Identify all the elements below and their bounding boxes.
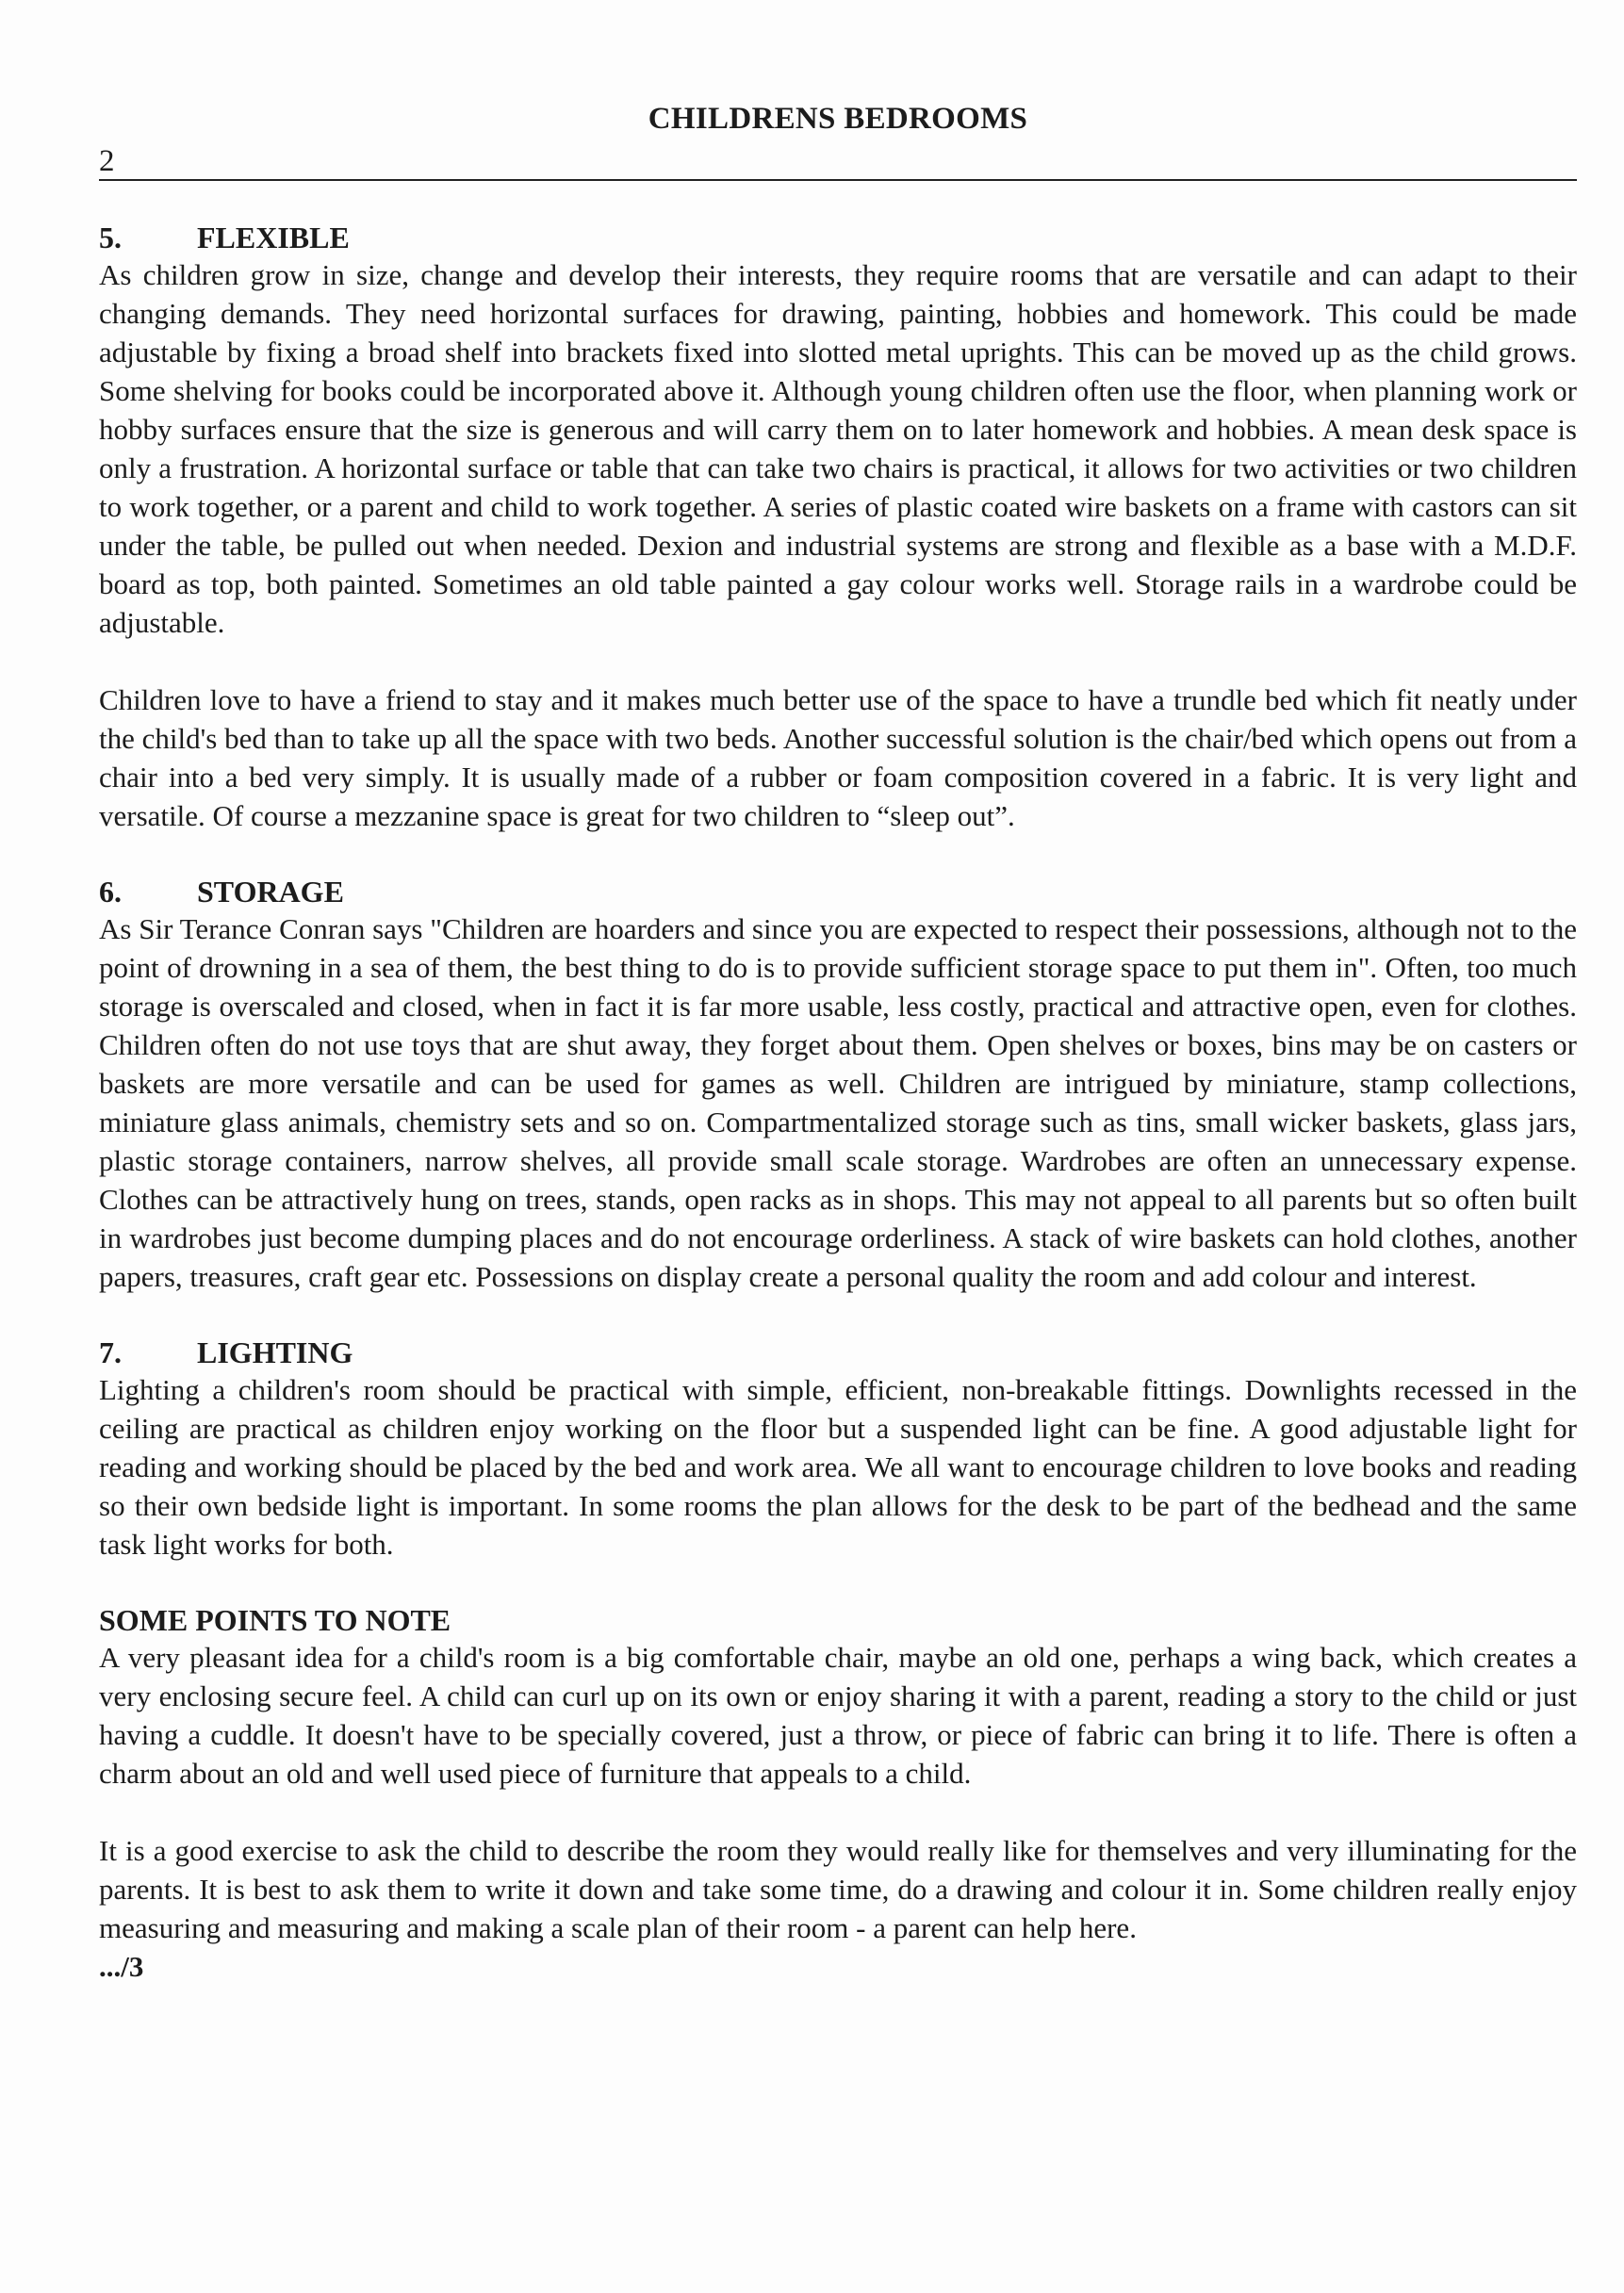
section-flexible: [99, 220, 1577, 835]
section-number: 5.: [99, 221, 122, 254]
section-number: 6.: [99, 875, 122, 909]
section-heading: [99, 1602, 1577, 1638]
paragraph: Children love to have a friend to stay and it makes much better use of the space to have a trundle bed which fit neatly under the child's bed than to take up all the space with two beds. Another successful solution is the chair/bed which opens out from a chair into a bed very simply. It is usually made of a rubber or foam composition covered in a fabric. It is very light and versatile. Of course a mezzanine space is great for two children to “sleep out”.: [99, 683, 1577, 832]
paragraph: Lighting a children's room should be practical with simple, efficient, non-breakable fittings. Downlights recessed in the ceiling are practical as children enjoy working on the floor but a suspended light can be fine. A good adjustable light for reading and working should be placed by the bed and work area. We all want to encourage children to love books and reading so their own bedside light is important. In some rooms the plan allows for the desk to be part of the bedhead and the same task light works for both.: [99, 1373, 1577, 1561]
paragraph: It is a good exercise to ask the child to describe the room they would really like for themselves and very illuminating for the parents. It is best to ask them to write it down and take some time, do a drawing and colour it in. Some children really enjoy measuring and measuring and making a scale plan of their room - a parent can help here.: [99, 1834, 1577, 1944]
continued-page-marker: .../3: [99, 1950, 144, 1983]
page-title: CHILDRENS BEDROOMS: [648, 102, 1028, 136]
section-heading: [99, 1335, 1577, 1370]
page-number: 2: [99, 144, 115, 178]
section-heading: [99, 220, 1577, 255]
section-storage: [99, 874, 1577, 1296]
section-number: 7.: [99, 1335, 122, 1369]
section-points-to-note: [99, 1602, 1577, 1947]
header-divider: [99, 179, 1577, 181]
paragraph: A very pleasant idea for a child's room is a big comfortable chair, maybe an old one, perhaps a wing back, which creates a very enclosing secure feel. A child can curl up on its own or enjoy sharing it with a parent, reading a story to the child or just having a cuddle. It doesn't have to be specially covered, just a throw, or piece of fabric can bring it to life. There is often a charm about an old and well used piece of furniture that appeals to a child.: [99, 1641, 1577, 1790]
page-content: [99, 220, 1577, 1985]
paragraph: As Sir Terance Conran says "Children are hoarders and since you are expected to respect their possessions, although not to the point of drowning in a sea of them, the best thing to do is to provide sufficient storage space to put them in". Often, too much storage is overscaled and closed, when in fact it is far more usable, less costly, practical and attractive open, even for clothes. Children often do not use toys that are shut away, they forget about them. Open shelves or boxes, bins may be on casters or baskets are more versatile and can be used for games as well. Children are intrigued by miniature, stamp collections, miniature glass animals, chemistry sets and so on. Compartmentalized storage such as tins, small wicker baskets, glass jars, plastic storage containers, narrow shelves, all provide small scale storage. Wardrobes are often an unnecessary expense. Clothes can be attractively hung on trees, stands, open racks as in shops. This may not appeal to all parents but so often built in wardrobes just become dumping places and do not encourage orderliness. A stack of wire baskets can hold clothes, another papers, treasures, craft gear etc. Possessions on display create a personal quality the room and add colour and interest.: [99, 912, 1577, 1293]
section-heading: [99, 874, 1577, 909]
section-title: FLEXIBLE: [197, 221, 350, 254]
section-lighting: [99, 1335, 1577, 1564]
section-title: SOME POINTS TO NOTE: [99, 1603, 451, 1637]
section-title: STORAGE: [197, 875, 344, 909]
section-title: LIGHTING: [197, 1335, 353, 1369]
paragraph: As children grow in size, change and develop their interests, they require rooms that are versatile and can adapt to their changing demands. They need horizontal surfaces for drawing, painting, hobbies and homework. This could be made adjustable by fixing a broad shelf into brackets fixed into slotted metal uprights. This can be moved up as the child grows. Some shelving for books could be incorporated above it. Although young children often use the floor, when planning work or hobby surfaces ensure that the size is generous and will carry them on to later homework and hobbies. A mean desk space is only a frustration. A horizontal surface or table that can take two chairs is practical, it allows for two activities or two children to work together, or a parent and child to work together. A series of plastic coated wire baskets on a frame with castors can sit under the table, be pulled out when needed. Dexion and industrial systems are strong and flexible as a base with a M.D.F. board as top, both painted. Sometimes an old table painted a gay colour works well. Storage rails in a wardrobe could be adjustable.: [99, 258, 1577, 639]
